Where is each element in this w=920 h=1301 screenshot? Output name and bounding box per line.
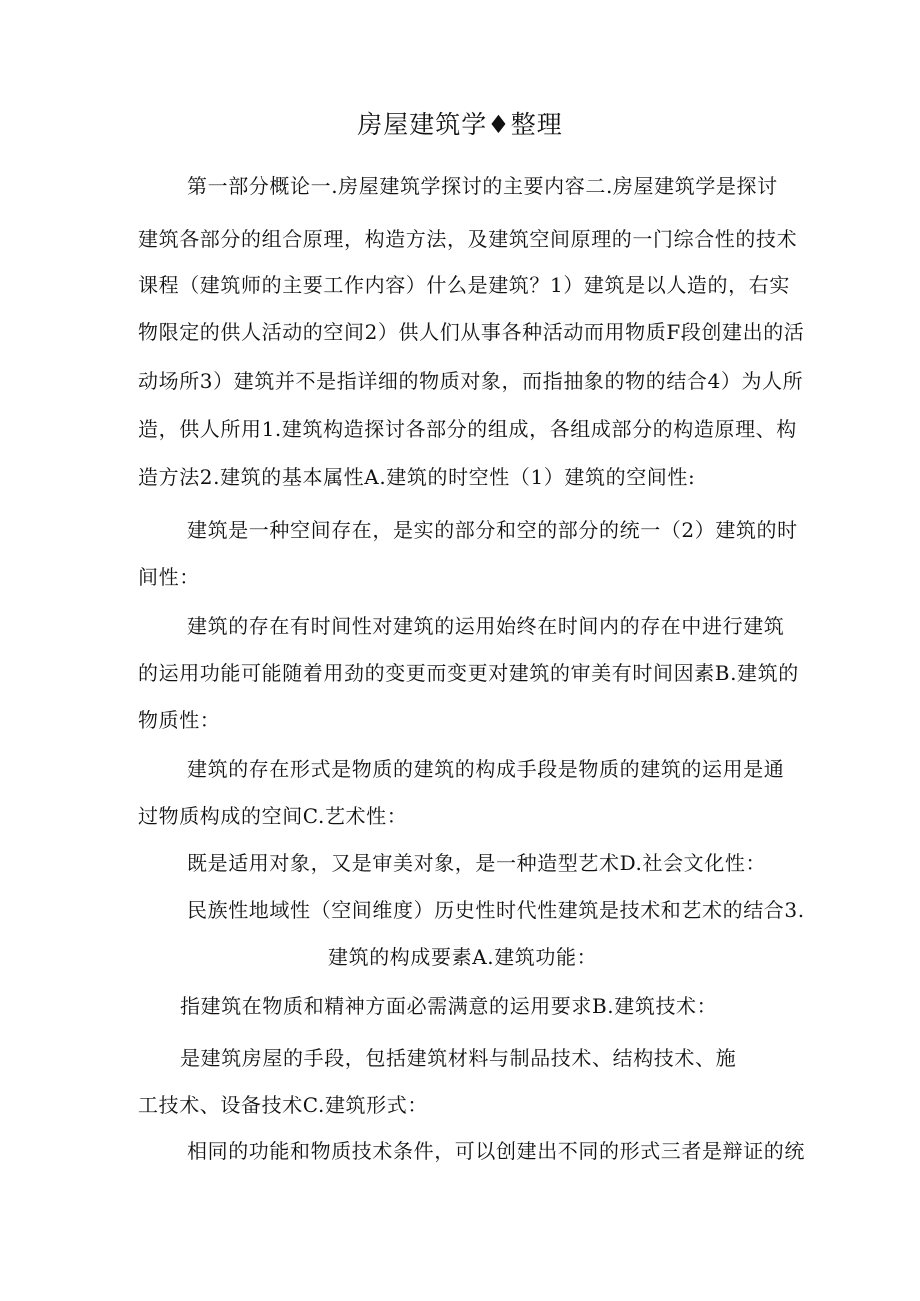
paragraph-line: 造，供人所用1.建筑构造探讨各部分的组成，各组成部分的构造原理、构 <box>138 417 797 441</box>
paragraph-line: 第一部分概论一.房屋建筑学探讨的主要内容二.房屋建筑学是探讨 <box>187 174 778 198</box>
paragraph-line: 建筑的存在形式是物质的建筑的构成手段是物质的建筑的运用是通 <box>187 757 785 781</box>
paragraph-line: 建筑是一种空间存在，是实的部分和空的部分的统一（2）建筑的时 <box>187 518 798 542</box>
paragraph-line: 既是适用对象，又是审美对象，是一种造型艺术D.社会文化性： <box>187 851 767 875</box>
paragraph-line: 建筑各部分的组合原理，构造方法，及建筑空间原理的一门综合性的技术 <box>138 227 798 251</box>
paragraph-line: 建筑的构成要素A.建筑功能： <box>328 945 598 969</box>
paragraph-line: 过物质构成的空间C.艺术性： <box>138 804 408 828</box>
paragraph-line: 物限定的供人活动的空间2）供人们从事各种活动而用物质F段创建出的活 <box>138 320 805 344</box>
paragraph-line: 相同的功能和物质技术条件，可以创建出不同的形式三者是辩证的统 <box>187 1139 805 1163</box>
paragraph-line: 是建筑房屋的手段，包括建筑材料与制品技术、结构技术、施 <box>180 1046 737 1070</box>
paragraph-line: 建筑的存在有时间性对建筑的运用始终在时间内的存在中进行建筑 <box>187 614 785 638</box>
document-title: 房屋建筑学♦整理 <box>357 110 563 139</box>
paragraph-line: 物质性： <box>138 708 221 732</box>
paragraph-line: 动场所3）建筑并不是指详细的物质对象，而指抽象的物的结合4）为人所 <box>138 369 804 393</box>
paragraph-line: 民族性地域性（空间维度）历史性时代性建筑是技术和艺术的结合3. <box>187 898 805 922</box>
paragraph-line: 间性： <box>138 565 200 589</box>
paragraph-line: 工技术、设备技术C.建筑形式： <box>138 1093 428 1117</box>
paragraph-line: 的运用功能可能随着用劲的变更而变更对建筑的审美有时间因素B.建筑的 <box>138 661 799 685</box>
paragraph-line: 指建筑在物质和精神方面必需满意的运用要求B.建筑技术： <box>180 994 718 1018</box>
paragraph-line: 课程（建筑师的主要工作内容）什么是建筑？1）建筑是以人造的，右实 <box>138 273 790 297</box>
paragraph-line: 造方法2.建筑的基本属性A.建筑的时空性（1）建筑的空间性: <box>138 465 696 489</box>
